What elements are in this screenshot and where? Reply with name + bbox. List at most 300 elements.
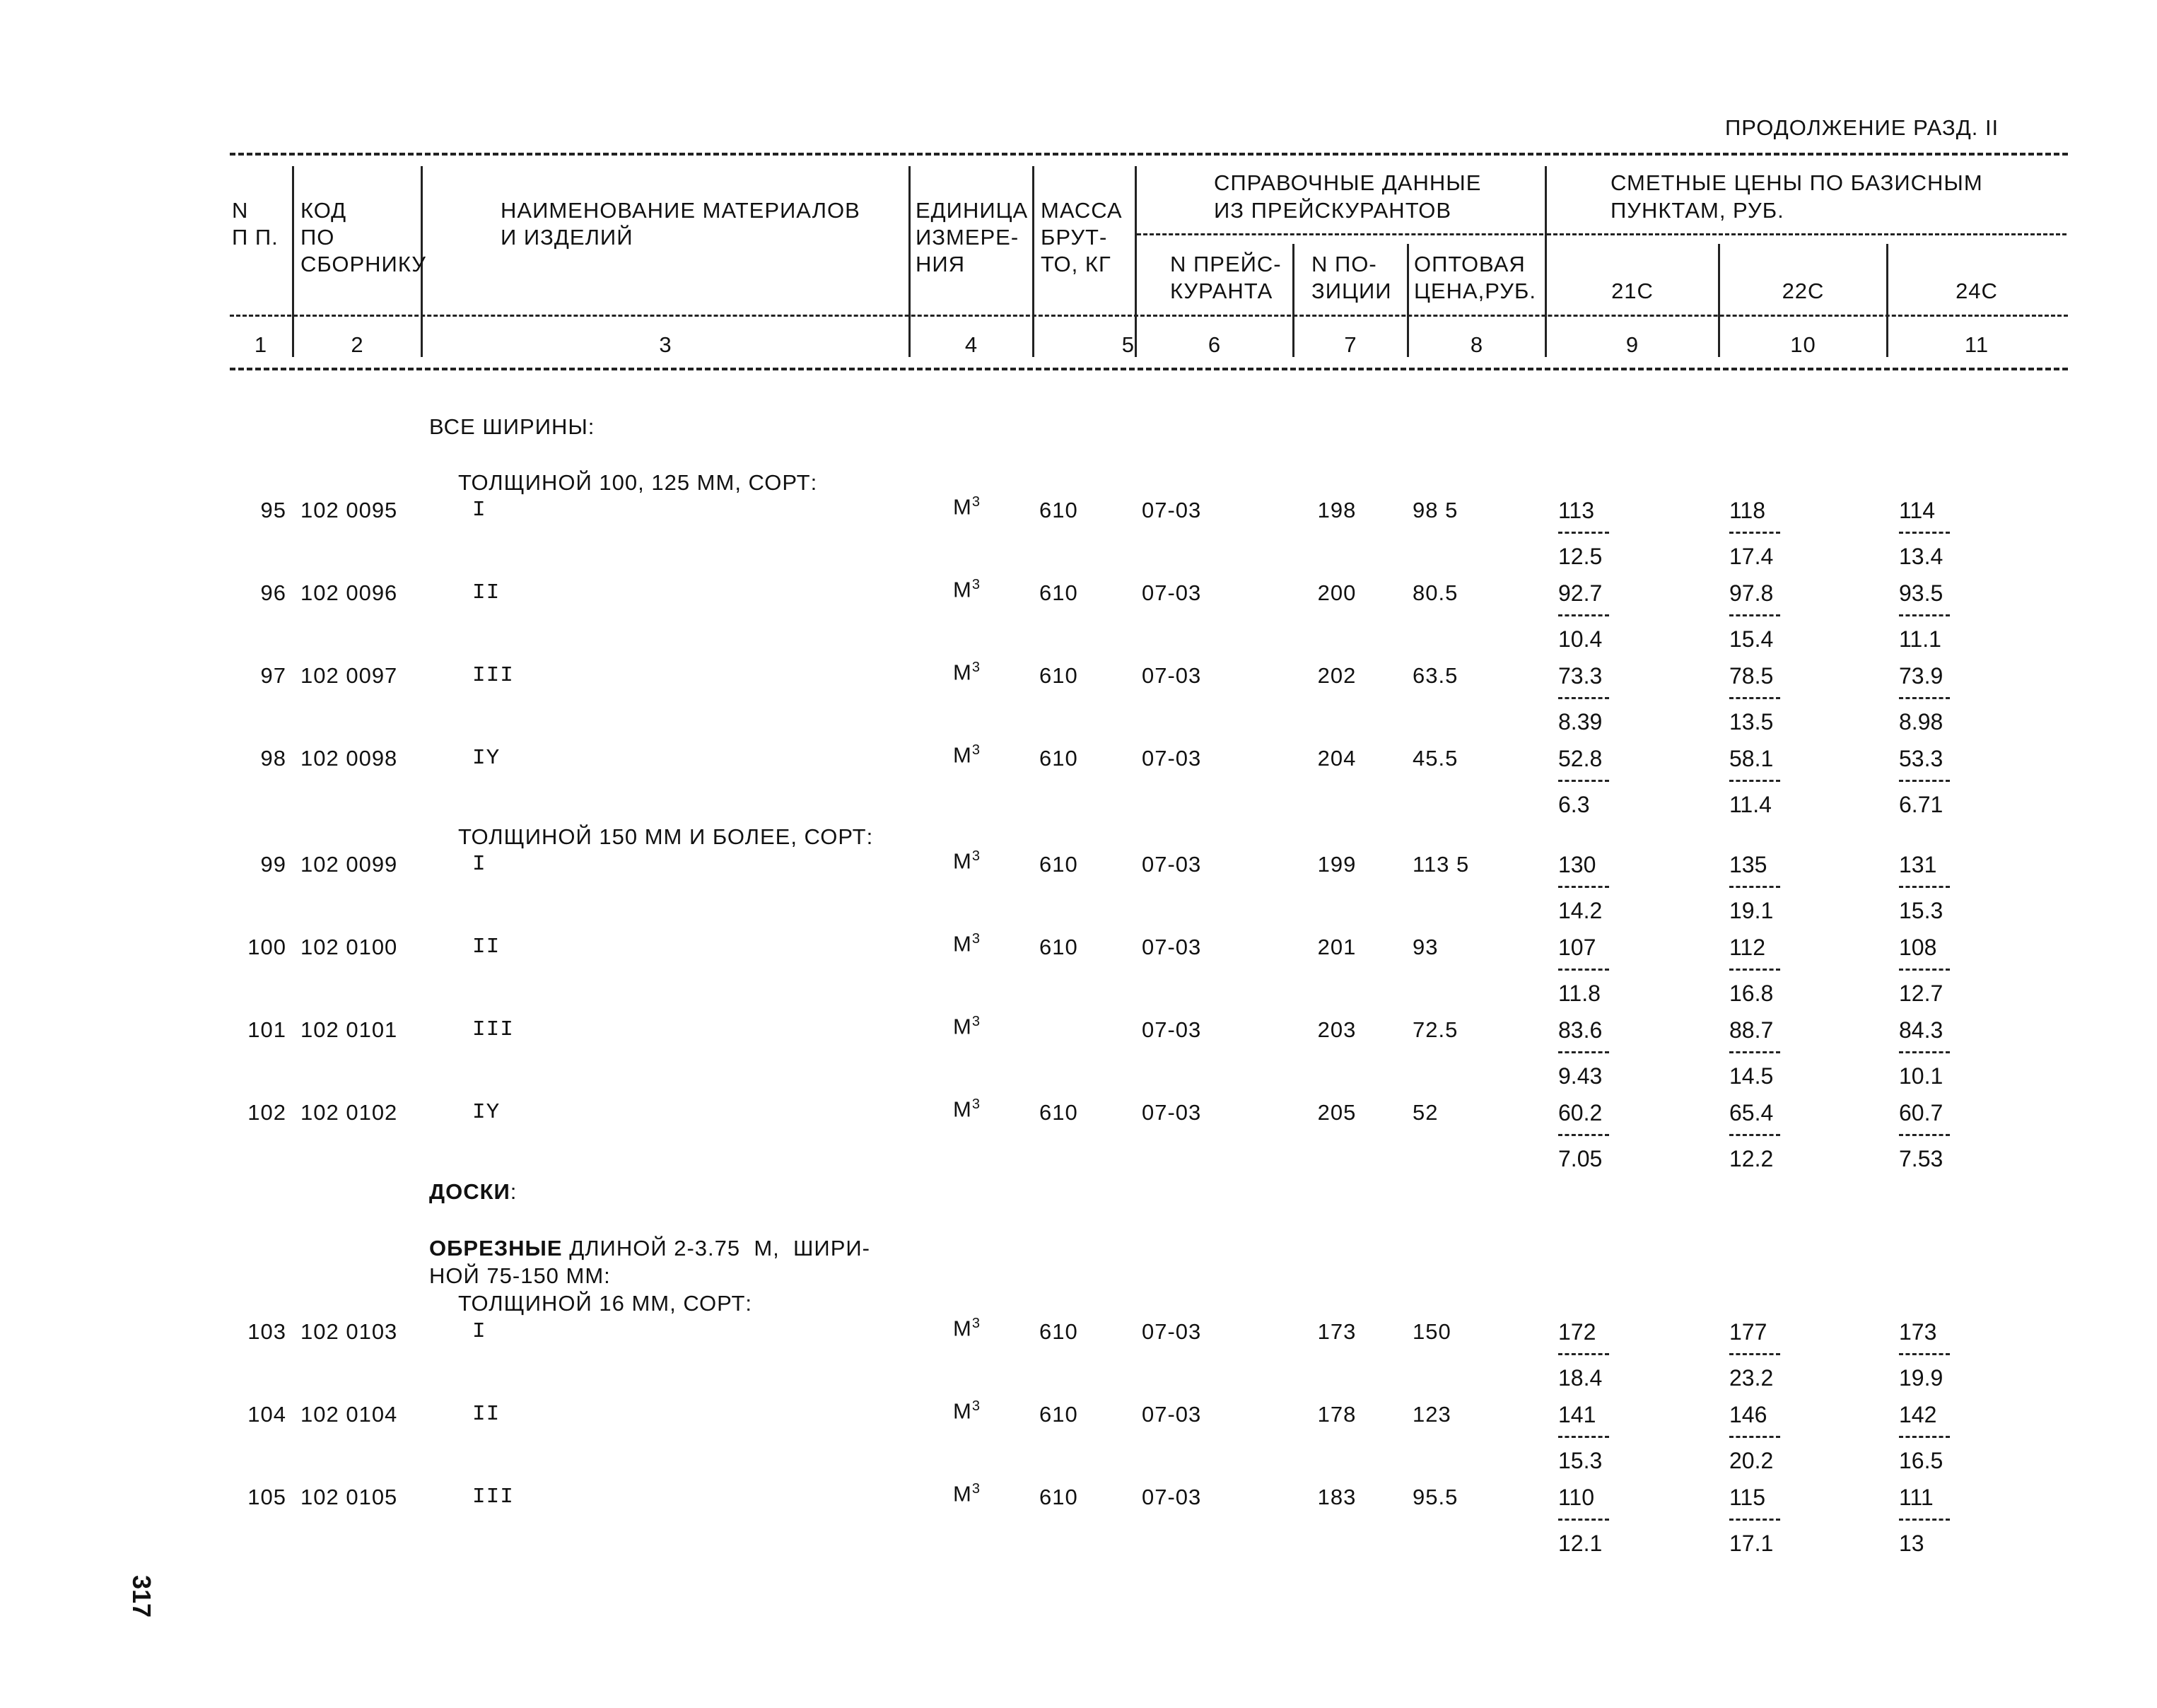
row-unit (953, 1399, 1010, 1422)
section-heading: ВСЕ ШИРИНЫ: (429, 414, 595, 439)
transport-cost-value: 14.5 (1729, 1063, 1774, 1089)
price-value: 177 (1729, 1319, 1767, 1345)
row-unit (953, 849, 1010, 872)
subsection-heading-trimmed (429, 1237, 870, 1259)
transport-cost-value: 13.4 (1899, 544, 1943, 569)
column-number: 9 (1625, 332, 1639, 357)
price-value: 97.8 (1729, 580, 1774, 606)
row-material-name: I (472, 1319, 486, 1344)
price-value: 114 (1899, 498, 1936, 523)
row-code: 102 0101 (300, 1017, 398, 1042)
fraction-bar (1899, 1519, 1950, 1521)
row-number: 101 (247, 1017, 286, 1042)
row-mass: 610 (1039, 1100, 1078, 1125)
row-material-name: IY (472, 746, 501, 771)
transport-cost-value: 6.3 (1558, 792, 1590, 817)
row-unit-exponent: 3 (971, 660, 981, 675)
price-value: 172 (1558, 1319, 1596, 1345)
row-wholesale-price: 72.5 (1413, 1017, 1459, 1042)
price-value: 88.7 (1729, 1017, 1774, 1043)
column-number: 11 (1964, 332, 1989, 357)
row-unit-base: М (953, 577, 972, 602)
price-fraction-p24 (1899, 853, 1963, 922)
header-divider (1135, 166, 1137, 357)
row-price-list: 07-03 (1142, 935, 1202, 959)
price-fraction-p22 (1729, 1403, 1793, 1472)
row-position: 204 (1317, 746, 1357, 771)
header-col2-line2: ПО (300, 225, 335, 250)
fraction-bar (1899, 886, 1950, 888)
price-fraction-p22 (1729, 747, 1793, 816)
column-number: 3 (659, 332, 672, 357)
trimmed-label: ОБРЕЗНЫЕ (429, 1236, 563, 1260)
price-fraction-p21 (1558, 499, 1622, 568)
row-code: 102 0099 (300, 852, 398, 877)
price-value: 83.6 (1558, 1017, 1603, 1043)
row-position: 199 (1317, 852, 1357, 877)
column-number: 10 (1790, 332, 1816, 357)
row-material-name: III (472, 663, 514, 688)
fraction-bar (1729, 1353, 1780, 1355)
price-value: 131 (1899, 852, 1937, 877)
price-fraction-p22 (1729, 1321, 1793, 1389)
transport-cost-value: 12.2 (1729, 1146, 1774, 1171)
row-code: 102 0102 (300, 1100, 398, 1125)
header-col4-line2: ИЗМЕРЕ- (916, 225, 1019, 250)
row-wholesale-price: 150 (1413, 1319, 1451, 1344)
price-value: 118 (1729, 498, 1766, 523)
price-fraction-p24 (1899, 582, 1963, 650)
transport-cost-value: 6.71 (1899, 792, 1943, 817)
row-unit (953, 743, 1010, 766)
row-unit-base: М (953, 1096, 972, 1122)
row-mass: 610 (1039, 663, 1078, 688)
row-mass: 610 (1039, 1485, 1078, 1509)
header-bottom-rule (230, 368, 2068, 370)
row-wholesale-price: 80.5 (1413, 580, 1459, 605)
price-value: 135 (1729, 852, 1767, 877)
price-fraction-p22 (1729, 936, 1793, 1005)
row-price-list: 07-03 (1142, 1100, 1202, 1125)
transport-cost-value: 13.5 (1729, 709, 1774, 735)
row-mass: 610 (1039, 498, 1078, 522)
price-fraction-p24 (1899, 499, 1963, 568)
row-price-list: 07-03 (1142, 498, 1202, 522)
fraction-bar (1899, 1436, 1950, 1438)
transport-cost-value: 10.4 (1558, 626, 1603, 652)
row-material-name: II (472, 1402, 501, 1427)
row-mass: 610 (1039, 580, 1078, 605)
header-reference-group-line2: ИЗ ПРЕЙСКУРАНТОВ (1214, 198, 1452, 223)
price-value: 141 (1558, 1402, 1596, 1427)
column-number: 6 (1208, 332, 1222, 357)
row-position: 202 (1317, 663, 1357, 688)
column-number: 1 (254, 332, 268, 357)
subsection-heading: ТОЛЩИНОЙ 16 ММ, СОРТ: (458, 1291, 753, 1316)
header-col5-line2: БРУТ- (1041, 225, 1108, 250)
header-col2-line3: СБОРНИКУ (300, 252, 426, 276)
column-number: 2 (351, 332, 364, 357)
price-fraction-p22 (1729, 1101, 1793, 1170)
header-col4-line3: НИЯ (916, 252, 966, 276)
fraction-bar (1899, 1353, 1950, 1355)
row-unit-exponent: 3 (971, 1398, 981, 1414)
price-value: 173 (1899, 1319, 1937, 1345)
row-unit (953, 660, 1010, 683)
fraction-bar (1729, 886, 1780, 888)
row-unit-base: М (953, 742, 972, 768)
row-price-list: 07-03 (1142, 746, 1202, 771)
header-col4-line1: ЕДИНИЦА (916, 198, 1029, 223)
fraction-bar (1729, 1436, 1780, 1438)
price-value: 84.3 (1899, 1017, 1943, 1043)
price-fraction-p21 (1558, 1486, 1622, 1555)
column-number: 8 (1470, 332, 1484, 357)
transport-cost-value: 8.98 (1899, 709, 1943, 735)
row-unit-exponent: 3 (971, 848, 981, 864)
subsection-heading-trimmed-line2: НОЙ 75-150 ММ: (429, 1263, 611, 1288)
row-unit-base: М (953, 848, 972, 874)
row-code: 102 0095 (300, 498, 398, 522)
row-position: 205 (1317, 1100, 1357, 1125)
price-fraction-p22 (1729, 499, 1793, 568)
fraction-bar (1729, 1051, 1780, 1053)
price-fraction-p21 (1558, 853, 1622, 922)
row-material-name: II (472, 935, 501, 959)
row-unit-exponent: 3 (971, 742, 981, 758)
fraction-bar (1729, 1134, 1780, 1136)
price-value: 142 (1899, 1402, 1937, 1427)
price-value: 73.3 (1558, 663, 1603, 689)
row-number: 103 (247, 1319, 286, 1344)
section-continuation-label: ПРОДОЛЖЕНИЕ РАЗД. II (1725, 115, 1999, 140)
header-divider (1545, 166, 1547, 357)
price-value: 53.3 (1899, 746, 1943, 771)
row-mass: 610 (1039, 746, 1078, 771)
row-unit-base: М (953, 1014, 972, 1039)
row-material-name: III (472, 1485, 514, 1509)
header-top-rule (230, 153, 2068, 156)
row-code: 102 0096 (300, 580, 398, 605)
row-number: 105 (247, 1485, 286, 1509)
price-fraction-p21 (1558, 747, 1622, 816)
row-mass: 610 (1039, 1402, 1078, 1427)
row-position: 173 (1317, 1319, 1357, 1344)
row-wholesale-price: 45.5 (1413, 746, 1459, 771)
row-number: 96 (260, 580, 286, 605)
fraction-bar (1558, 1436, 1609, 1438)
row-position: 200 (1317, 580, 1357, 605)
row-unit-exponent: 3 (971, 1481, 981, 1497)
price-fraction-p21 (1558, 1101, 1622, 1170)
header-subgroup-rule (1137, 233, 1543, 235)
transport-cost-value: 15.3 (1558, 1448, 1603, 1473)
price-value: 111 (1899, 1485, 1934, 1510)
row-mass: 610 (1039, 935, 1078, 959)
transport-cost-value: 19.9 (1899, 1365, 1943, 1391)
row-unit (953, 1014, 1010, 1037)
row-position: 183 (1317, 1485, 1357, 1509)
header-col7-line2: ЗИЦИИ (1311, 279, 1392, 303)
row-wholesale-price: 113 5 (1413, 852, 1470, 877)
header-col5-line3: ТО, КГ (1041, 252, 1111, 276)
header-divider (1032, 166, 1034, 357)
row-code: 102 0098 (300, 746, 398, 771)
row-price-list: 07-03 (1142, 852, 1202, 877)
column-number: 4 (964, 332, 978, 357)
row-number: 102 (247, 1100, 286, 1125)
price-value: 58.1 (1729, 746, 1774, 771)
row-price-list: 07-03 (1142, 663, 1202, 688)
price-fraction-p24 (1899, 665, 1963, 733)
header-divider (292, 166, 294, 357)
boards-colon: : (510, 1179, 518, 1204)
transport-cost-value: 23.2 (1729, 1365, 1774, 1391)
row-wholesale-price: 95.5 (1413, 1485, 1459, 1509)
price-value: 113 (1558, 498, 1595, 523)
row-position: 178 (1317, 1402, 1357, 1427)
price-fraction-p24 (1899, 1403, 1963, 1472)
row-number: 97 (260, 663, 286, 688)
row-wholesale-price: 52 (1413, 1100, 1439, 1125)
fraction-bar (1899, 1051, 1950, 1053)
price-fraction-p22 (1729, 582, 1793, 650)
header-col1-line2: П П. (232, 225, 279, 250)
fraction-bar (1558, 1051, 1609, 1053)
fraction-bar (1899, 614, 1950, 616)
header-col1-line1: N (232, 198, 249, 223)
fraction-bar (1729, 532, 1780, 534)
fraction-bar (1558, 969, 1609, 971)
price-value: 60.7 (1899, 1100, 1943, 1125)
row-unit (953, 494, 1010, 520)
price-value: 78.5 (1729, 663, 1774, 689)
price-fraction-p24 (1899, 747, 1963, 816)
price-fraction-p24 (1899, 1101, 1963, 1170)
row-wholesale-price: 93 (1413, 935, 1439, 959)
price-fraction-p24 (1899, 936, 1963, 1005)
page-number: 317 (127, 1575, 156, 1618)
price-value: 146 (1729, 1402, 1767, 1427)
row-unit (953, 578, 1010, 600)
header-price-group-line2: ПУНКТАМ, РУБ. (1611, 198, 1784, 223)
header-col3-line1: НАИМЕНОВАНИЕ МАТЕРИАЛОВ (501, 198, 860, 223)
row-mass: 610 (1039, 852, 1078, 877)
header-col2-line1: КОД (300, 198, 347, 223)
price-value: 65.4 (1729, 1100, 1774, 1125)
row-number: 98 (260, 746, 286, 771)
row-number: 99 (260, 852, 286, 877)
transport-cost-value: 10.1 (1899, 1063, 1943, 1089)
price-fraction-p24 (1899, 1486, 1963, 1555)
row-mass: 610 (1039, 1319, 1078, 1344)
price-fraction-p21 (1558, 665, 1622, 733)
transport-cost-value: 7.05 (1558, 1146, 1603, 1171)
header-col6-line1: N ПРЕЙС- (1170, 252, 1282, 276)
price-fraction-p21 (1558, 1403, 1622, 1472)
price-fraction-p21 (1558, 582, 1622, 650)
column-number: 5 (1121, 332, 1135, 357)
price-value: 108 (1899, 935, 1937, 960)
price-fraction-p21 (1558, 1019, 1622, 1087)
row-price-list: 07-03 (1142, 1485, 1202, 1509)
row-position: 198 (1317, 498, 1357, 522)
row-wholesale-price: 98 5 (1413, 498, 1459, 522)
price-fraction-p22 (1729, 665, 1793, 733)
transport-cost-value: 11.1 (1899, 626, 1941, 652)
row-unit-base: М (953, 1316, 972, 1341)
row-unit-exponent: 3 (971, 1316, 981, 1331)
column-number: 7 (1344, 332, 1357, 357)
row-price-list: 07-03 (1142, 1319, 1202, 1344)
row-unit-base: М (953, 1481, 972, 1507)
price-fraction-p22 (1729, 1019, 1793, 1087)
price-fraction-p24 (1899, 1019, 1963, 1087)
row-material-name: I (472, 498, 486, 522)
transport-cost-value: 16.8 (1729, 981, 1774, 1006)
price-value: 73.9 (1899, 663, 1943, 689)
transport-cost-value: 19.1 (1729, 898, 1774, 923)
row-unit-exponent: 3 (971, 1014, 981, 1029)
fraction-bar (1558, 886, 1609, 888)
row-unit (953, 931, 1010, 957)
transport-cost-value: 18.4 (1558, 1365, 1603, 1391)
row-unit-exponent: 3 (971, 1096, 981, 1112)
transport-cost-value: 9.43 (1558, 1063, 1603, 1089)
row-material-name: I (472, 852, 486, 877)
row-number: 100 (247, 935, 286, 959)
price-value: 107 (1558, 935, 1596, 960)
fraction-bar (1899, 697, 1950, 699)
header-col9: 21С (1611, 279, 1654, 303)
fraction-bar (1558, 1519, 1609, 1521)
row-material-name: IY (472, 1100, 501, 1125)
row-code: 102 0097 (300, 663, 398, 688)
header-col8-line1: ОПТОВАЯ (1414, 252, 1526, 276)
price-value: 60.2 (1558, 1100, 1603, 1125)
header-subgroup-rule (1547, 233, 2067, 235)
header-number-row-rule (230, 315, 2068, 317)
row-unit-base: М (953, 494, 972, 520)
price-value: 130 (1558, 852, 1596, 877)
transport-cost-value: 7.53 (1899, 1146, 1943, 1171)
row-code: 102 0105 (300, 1485, 398, 1509)
fraction-bar (1729, 969, 1780, 971)
section-heading-boards (429, 1181, 517, 1203)
header-col3-line2: И ИЗДЕЛИЙ (501, 225, 633, 250)
row-number: 95 (260, 498, 286, 522)
transport-cost-value: 17.4 (1729, 544, 1774, 569)
header-col6-line2: КУРАНТА (1170, 279, 1273, 303)
row-material-name: II (472, 580, 501, 605)
fraction-bar (1899, 532, 1950, 534)
transport-cost-value: 20.2 (1729, 1448, 1774, 1473)
row-code: 102 0103 (300, 1319, 398, 1344)
transport-cost-value: 15.3 (1899, 898, 1943, 923)
fraction-bar (1558, 614, 1609, 616)
header-col7-line1: N ПО- (1311, 252, 1377, 276)
transport-cost-value: 13 (1899, 1531, 1924, 1556)
subsection-heading: ТОЛЩИНОЙ 100, 125 ММ, СОРТ: (458, 470, 818, 495)
price-fraction-p22 (1729, 853, 1793, 922)
row-price-list: 07-03 (1142, 1402, 1202, 1427)
row-wholesale-price: 123 (1413, 1402, 1451, 1427)
row-number: 104 (247, 1402, 286, 1427)
transport-cost-value: 11.8 (1558, 981, 1601, 1006)
trimmed-description: ДЛИНОЙ 2-3.75 М, ШИРИ- (562, 1236, 870, 1260)
transport-cost-value: 14.2 (1558, 898, 1603, 923)
row-unit (953, 1097, 1010, 1120)
fraction-bar (1729, 780, 1780, 782)
price-value: 115 (1729, 1485, 1766, 1510)
row-code: 102 0104 (300, 1402, 398, 1427)
row-unit-base: М (953, 660, 972, 685)
row-unit-base: М (953, 931, 972, 957)
fraction-bar (1558, 697, 1609, 699)
row-position: 201 (1317, 935, 1357, 959)
row-unit-exponent: 3 (971, 494, 981, 510)
fraction-bar (1558, 532, 1609, 534)
row-position: 203 (1317, 1017, 1357, 1042)
fraction-bar (1899, 969, 1950, 971)
fraction-bar (1899, 780, 1950, 782)
header-price-group-line1: СМЕТНЫЕ ЦЕНЫ ПО БАЗИСНЫМ (1611, 170, 1983, 195)
price-value: 52.8 (1558, 746, 1603, 771)
fraction-bar (1558, 1353, 1609, 1355)
header-col5-line1: МАССА (1041, 198, 1123, 223)
transport-cost-value: 12.1 (1558, 1531, 1603, 1556)
row-unit (953, 1316, 1010, 1339)
price-value: 112 (1729, 935, 1766, 960)
price-fraction-p21 (1558, 936, 1622, 1005)
boards-label: ДОСКИ (429, 1179, 510, 1204)
fraction-bar (1729, 1519, 1780, 1521)
row-unit-exponent: 3 (971, 931, 981, 947)
subsection-heading: ТОЛЩИНОЙ 150 ММ И БОЛЕЕ, СОРТ: (458, 824, 874, 849)
price-fraction-p21 (1558, 1321, 1622, 1389)
transport-cost-value: 8.39 (1558, 709, 1603, 735)
header-col8-line2: ЦЕНА,РУБ. (1414, 279, 1536, 303)
price-value: 110 (1558, 1485, 1595, 1510)
row-material-name: III (472, 1017, 514, 1042)
price-fraction-p22 (1729, 1486, 1793, 1555)
header-col11: 24С (1956, 279, 1998, 303)
transport-cost-value: 17.1 (1729, 1531, 1774, 1556)
transport-cost-value: 12.7 (1899, 981, 1943, 1006)
transport-cost-value: 16.5 (1899, 1448, 1943, 1473)
price-value: 93.5 (1899, 580, 1943, 606)
header-reference-group-line1: СПРАВОЧНЫЕ ДАННЫЕ (1214, 170, 1482, 195)
row-wholesale-price: 63.5 (1413, 663, 1459, 688)
row-price-list: 07-03 (1142, 1017, 1202, 1042)
transport-cost-value: 11.4 (1729, 792, 1772, 817)
header-col10: 22С (1782, 279, 1825, 303)
transport-cost-value: 15.4 (1729, 626, 1774, 652)
row-price-list: 07-03 (1142, 580, 1202, 605)
header-divider (908, 166, 911, 357)
price-fraction-p24 (1899, 1321, 1963, 1389)
price-value: 92.7 (1558, 580, 1603, 606)
fraction-bar (1729, 697, 1780, 699)
fraction-bar (1729, 614, 1780, 616)
fraction-bar (1558, 1134, 1609, 1136)
fraction-bar (1558, 780, 1609, 782)
row-unit-base: М (953, 1398, 972, 1424)
row-unit-exponent: 3 (971, 577, 981, 592)
row-unit (953, 1481, 1010, 1507)
transport-cost-value: 12.5 (1558, 544, 1603, 569)
fraction-bar (1899, 1134, 1950, 1136)
